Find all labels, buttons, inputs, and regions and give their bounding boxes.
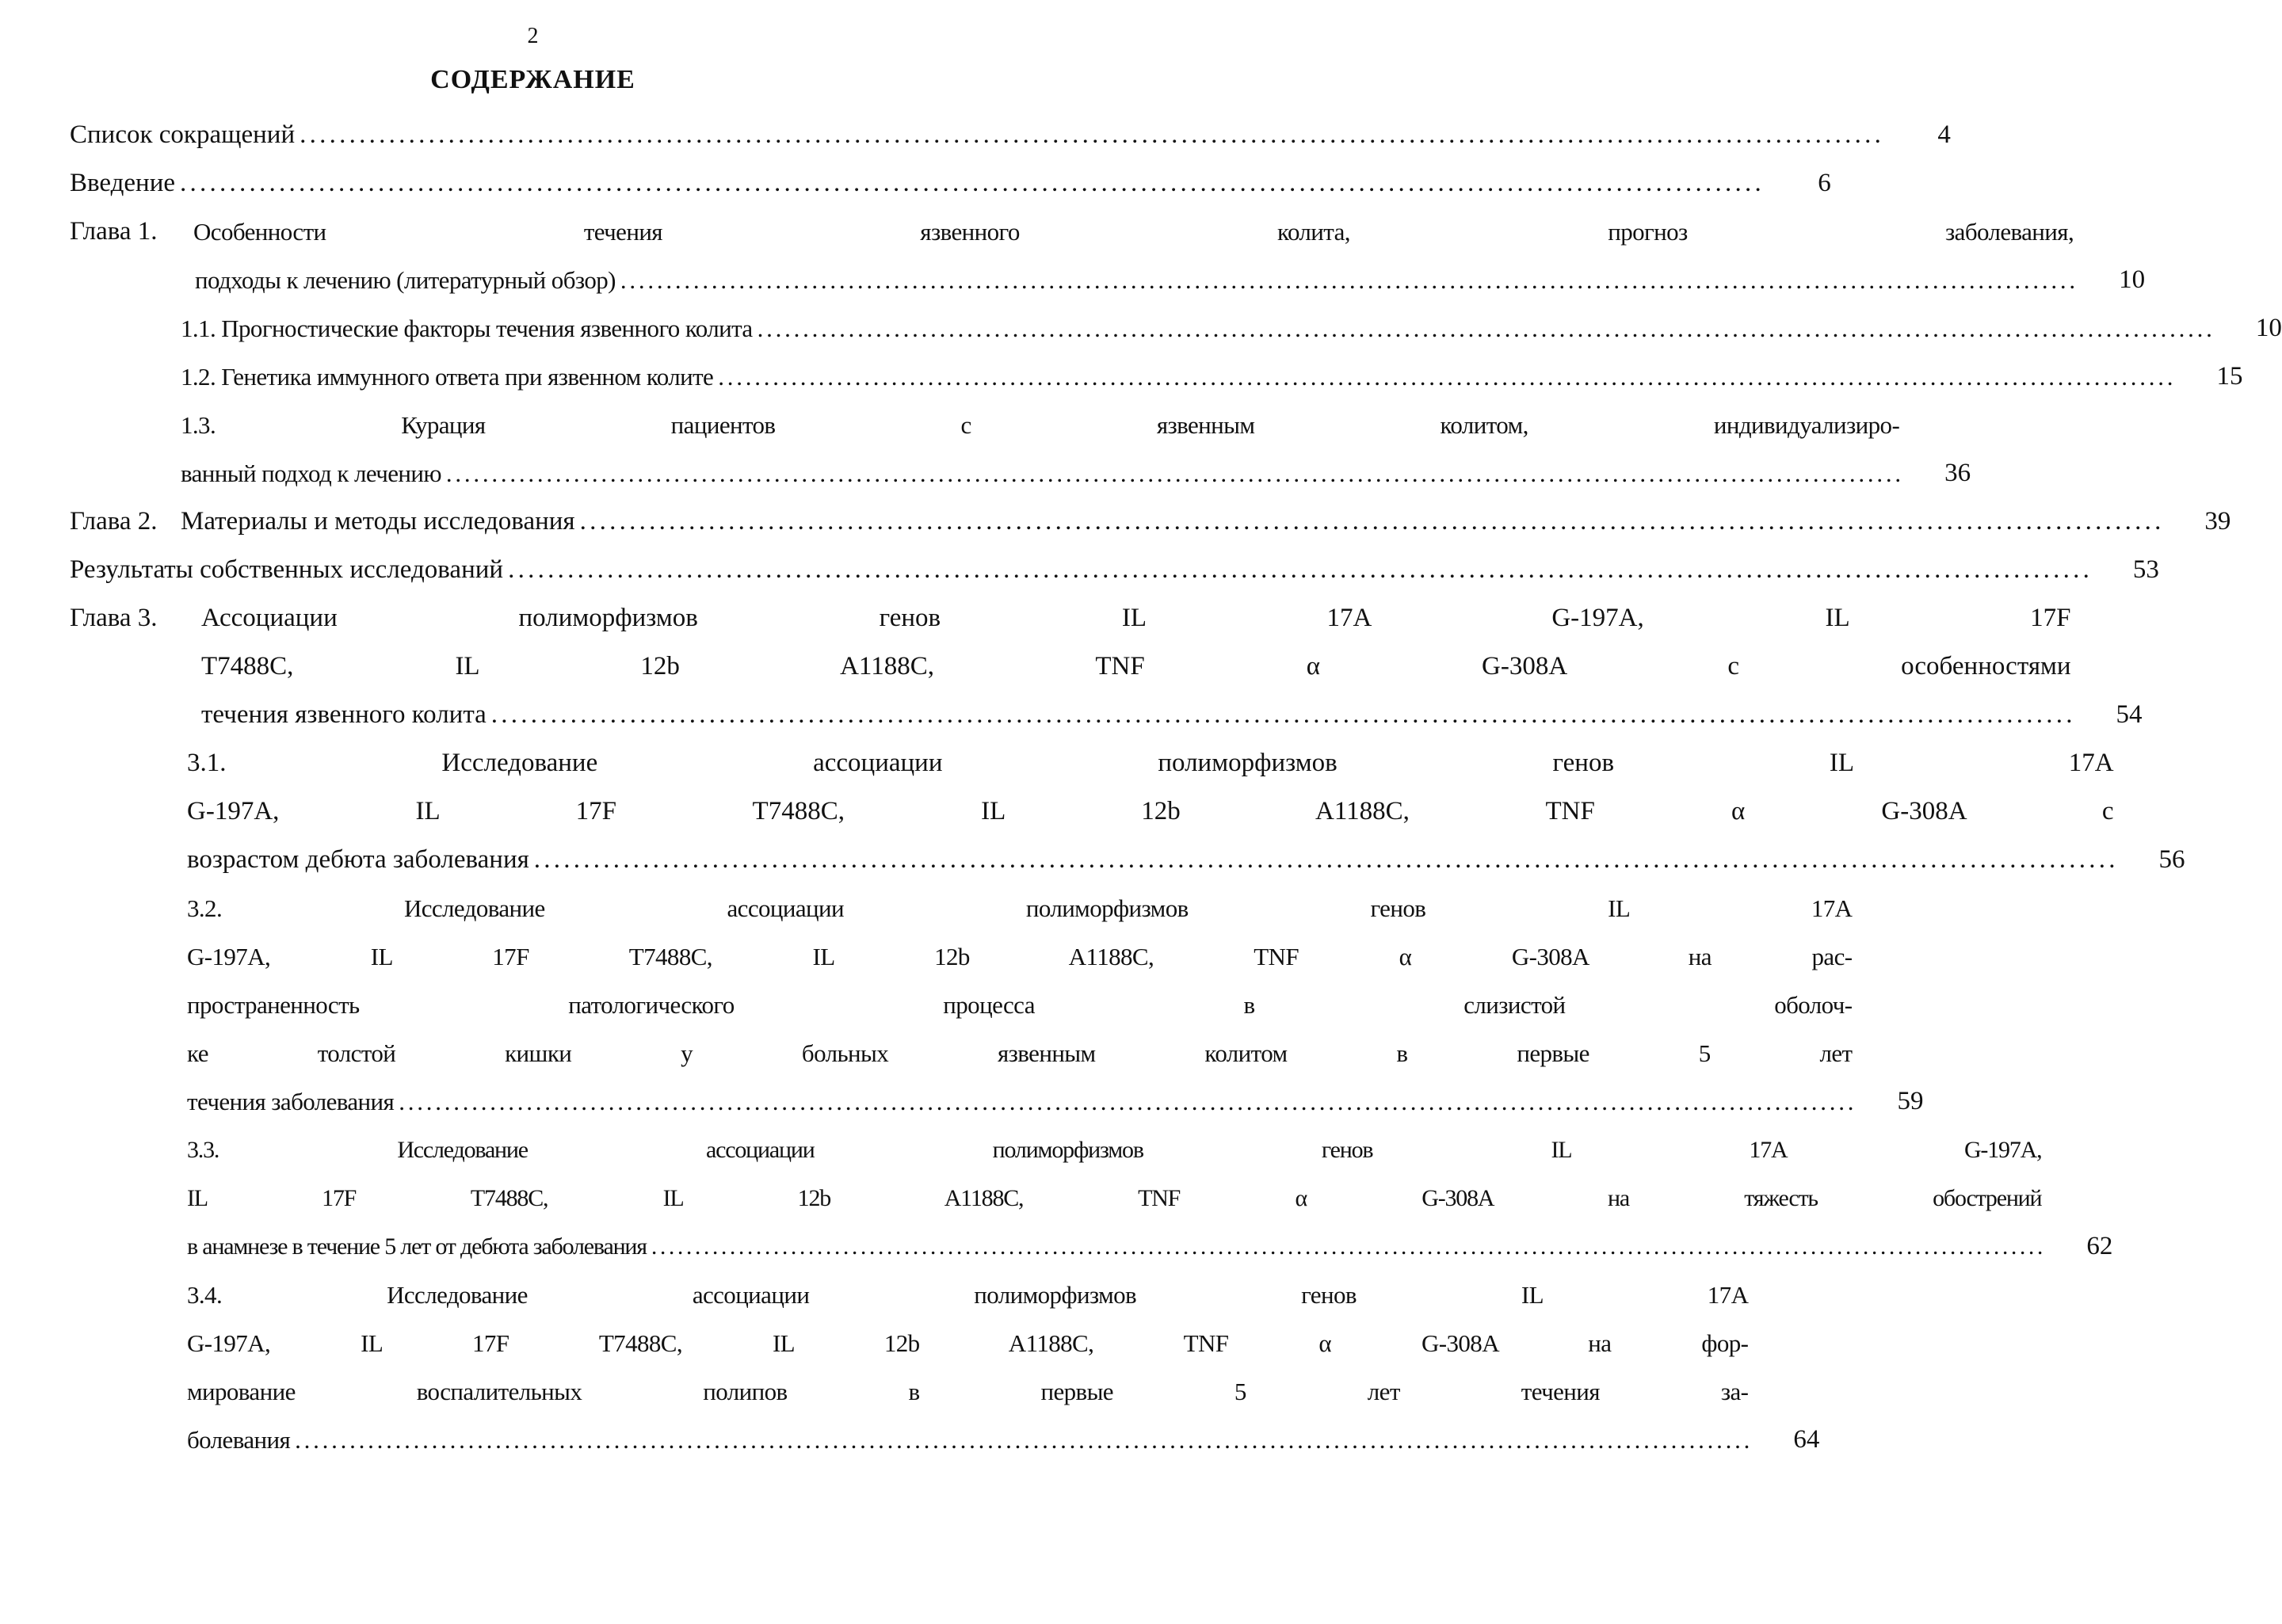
leader-dots [295,1416,1748,1464]
toc-entry-line: подходы к лечению (литературный обзор) [195,266,616,294]
toc-entry-3-2 [70,884,1924,1126]
toc-entry-3-4 [70,1271,1820,1464]
toc-entry-line: в анамнезе в течение 5 лет от дебюта заболевания [187,1233,647,1260]
toc-entry-chapter-3 [70,594,2143,739]
chapter-label: Глава 1. [70,217,158,246]
toc-entry-1-3 [70,401,1971,497]
leader-dots [508,546,2088,594]
chapter-label: Глава 2. [70,507,158,536]
toc-entry-line: мирование воспалительных полипов в первые 5 лет течения за- [187,1378,1749,1405]
toc-entry-page: 15 [2216,362,2243,391]
toc-entry-line: Особенности течения язвенного колита, прогноз заболевания, [193,218,2074,246]
leader-dots [580,497,2160,546]
toc-entry-line: G-197A, IL 17F T7488C, IL 12b A1188C, TNF α G-308A на фор- [187,1329,1749,1357]
toc-entry-line: 3.4. Исследование ассоциации полиморфизмов генов IL 17A [187,1281,1749,1309]
toc-entry-line: течения язвенного колита [201,700,487,729]
toc-entry-text: Результаты собственных исследований [70,555,504,584]
toc-title: СОДЕРЖАНИЕ [430,65,635,94]
leader-dots [446,449,1899,497]
toc-entry-page: 64 [1793,1425,1820,1454]
toc-entry-text: Введение [70,169,176,197]
table-of-contents [70,111,2282,1464]
toc-entry-results [70,546,2159,594]
toc-entry-page: 53 [2132,555,2159,584]
toc-entry-text: 1.2. Генетика иммунного ответа при язвенном колите [181,363,714,391]
toc-entry-line: 3.2. Исследование ассоциации полиморфизмов генов IL 17A [187,894,1853,922]
leader-dots [620,256,2074,304]
toc-entry-line: 3.3. Исследование ассоциации полиморфизмов генов IL 17A G-197A, [187,1137,2042,1163]
toc-entry-page: 10 [2255,314,2282,342]
toc-entry-line: Ассоциации полиморфизмов генов IL 17A G-197A, IL 17F [201,604,2071,632]
toc-entry-1-2 [70,353,2243,401]
toc-entry-3-3 [70,1126,2113,1271]
leader-dots [534,836,2114,884]
leader-dots [399,1077,1852,1126]
toc-entry-text: 1.1. Прогностические факторы течения язвенного колита [181,315,753,342]
toc-entry-page: 4 [1937,120,1951,149]
leader-dots [651,1222,2042,1271]
toc-entry-3-1 [70,739,2185,884]
toc-entry-line: IL 17F T7488C, IL 12b A1188C, TNF α G-308A на тяжесть обострений [187,1185,2042,1211]
toc-entry-page: 54 [2116,700,2143,729]
toc-entry-introduction [70,159,1831,208]
toc-entry-line: ке толстой кишки у больных язвенным колитом в первые 5 лет [187,1039,1853,1067]
toc-entry-line: G-197A, IL 17F T7488C, IL 12b A1188C, TNF α G-308A с [187,797,2114,825]
toc-entry-line: пространенность патологического процесса в слизистой оболоч- [187,991,1853,1019]
chapter-label: Глава 3. [70,604,158,632]
leader-dots [491,691,2071,739]
leader-dots [300,111,1879,159]
leader-dots [718,353,2171,401]
toc-entry-line: 1.3. Курация пациентов с язвенным колитом, индивидуализиро- [181,411,1900,439]
toc-entry-page: 62 [2086,1232,2113,1260]
toc-entry-page: 10 [2119,265,2146,294]
page-number: 2 [527,24,539,48]
toc-entry-page: 56 [2158,845,2185,874]
leader-dots [180,159,1760,208]
toc-entry-text: Материалы и методы исследования [181,507,575,536]
toc-entry-page: 6 [1818,169,1831,197]
toc-entry-page: 39 [2204,507,2231,536]
toc-entry-line: G-197A, IL 17F T7488C, IL 12b A1188C, TNF α G-308A на рас- [187,943,1853,970]
toc-entry-chapter-1 [70,208,2146,304]
toc-entry-page: 59 [1897,1087,1924,1115]
toc-entry-line: болевания [187,1426,291,1454]
toc-entry-line: 3.1. Исследование ассоциации полиморфизмов генов IL 17A [187,749,2114,777]
toc-entry-line: течения заболевания [187,1088,395,1115]
toc-entry-line: ванный подход к лечению [181,459,441,487]
toc-entry-1-1 [70,304,2282,353]
toc-entry-chapter-2 [70,497,2231,546]
toc-entry-text: Список сокращений [70,120,296,149]
toc-entry-page: 36 [1944,459,1971,487]
leader-dots [757,304,2211,353]
toc-entry-abbreviations [70,111,1951,159]
toc-entry-line: T7488C, IL 12b A1188C, TNF α G-308A с особенностями [201,652,2071,680]
toc-entry-line: возрастом дебюта заболевания [187,845,529,874]
